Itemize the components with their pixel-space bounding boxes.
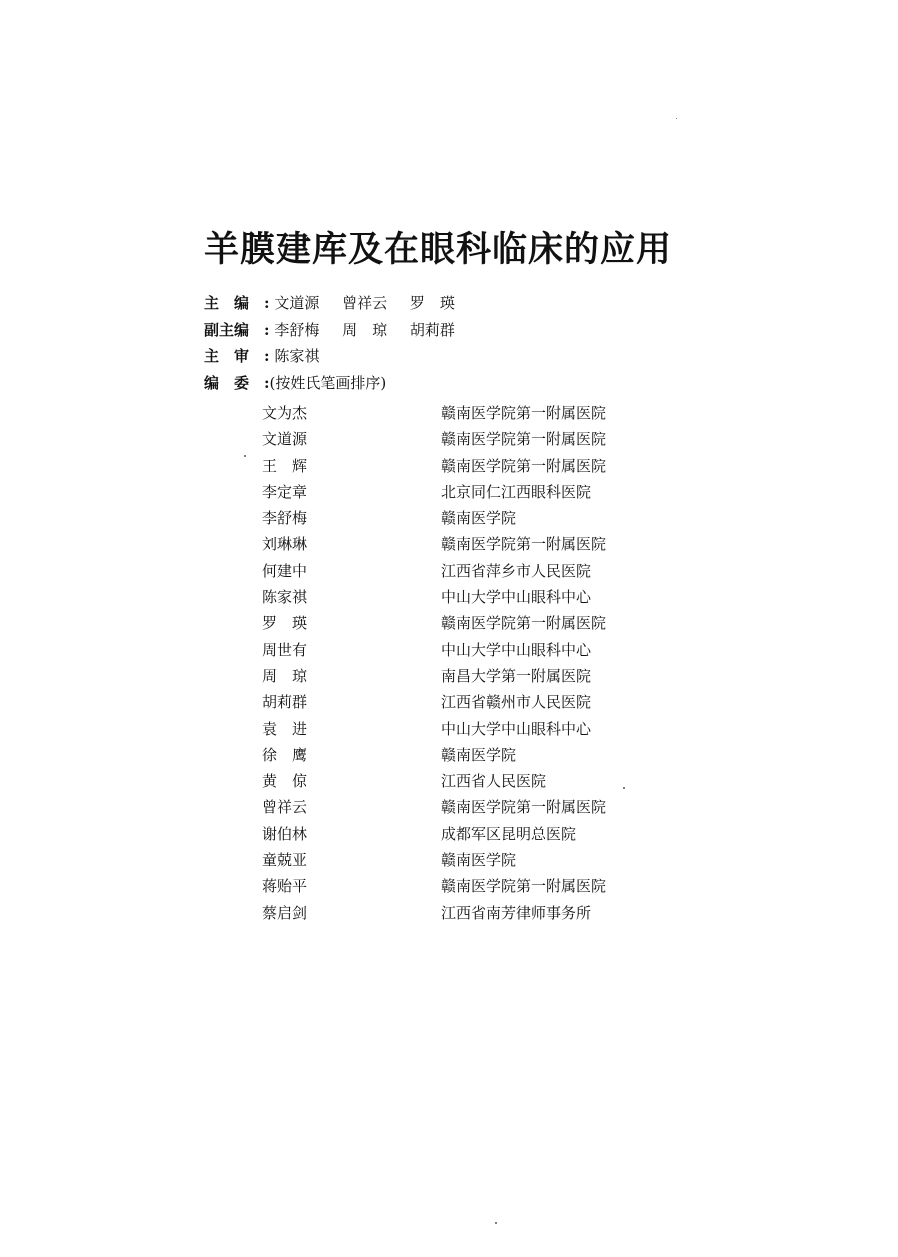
deputy-editor-name: 李舒梅 xyxy=(274,321,320,339)
member-institution: 江西省萍乡市人民医院 xyxy=(441,561,592,580)
member-institution: 赣南医学院第一附属医院 xyxy=(441,614,607,633)
chief-editor-line xyxy=(204,292,473,314)
member-name: 李定章 xyxy=(262,482,308,501)
member-name: 袁 进 xyxy=(262,719,308,738)
member-name: 谢伯林 xyxy=(262,824,308,843)
member-name: 王 辉 xyxy=(262,456,308,475)
member-row xyxy=(262,558,682,584)
member-row xyxy=(262,531,682,557)
member-institution: 赣南医学院第一附属医院 xyxy=(441,456,607,475)
member-institution: 成都军区昆明总医院 xyxy=(441,824,577,843)
committee-line xyxy=(204,372,386,394)
member-row xyxy=(262,663,682,689)
member-row xyxy=(262,821,682,847)
committee-member-list xyxy=(262,400,682,926)
member-institution: 赣南医学院第一附属医院 xyxy=(441,430,607,449)
member-row xyxy=(262,610,682,636)
member-row xyxy=(262,689,682,715)
member-row xyxy=(262,847,682,873)
member-institution: 赣南医学院第一附属医院 xyxy=(441,404,607,422)
member-name: 胡莉群 xyxy=(262,693,308,712)
scan-speck xyxy=(244,455,246,457)
chief-editor-name: 文道源 xyxy=(274,294,320,312)
deputy-editor-line xyxy=(204,319,473,341)
member-institution: 赣南医学院第一附属医院 xyxy=(441,798,607,817)
member-name: 李舒梅 xyxy=(262,509,308,528)
member-row xyxy=(262,426,682,452)
member-name: 罗 瑛 xyxy=(262,614,308,633)
member-name: 刘琳琳 xyxy=(262,535,308,554)
reviewer-name: 陈家祺 xyxy=(274,347,320,365)
member-institution: 南昌大学第一附属医院 xyxy=(441,666,592,685)
member-row xyxy=(262,505,682,531)
member-name: 周世有 xyxy=(262,640,308,659)
member-institution: 赣南医学院 xyxy=(441,509,517,528)
member-row xyxy=(262,742,682,768)
scan-speck xyxy=(676,118,677,119)
member-institution: 江西省南芳律师事务所 xyxy=(441,903,592,922)
chief-editor-sep: : xyxy=(264,294,270,312)
chief-editor-name: 罗 瑛 xyxy=(409,294,455,312)
reviewer-line xyxy=(204,345,337,367)
member-name: 徐 鹰 xyxy=(262,745,308,764)
reviewer-sep: : xyxy=(264,347,270,365)
committee-role: 编 委 xyxy=(204,374,250,392)
member-row xyxy=(262,584,682,610)
member-institution: 赣南医学院第一附属医院 xyxy=(441,877,607,896)
deputy-editor-role: 副主编 xyxy=(204,321,250,339)
member-institution: 中山大学中山眼科中心 xyxy=(441,719,592,738)
member-institution: 中山大学中山眼科中心 xyxy=(441,640,592,659)
member-row xyxy=(262,716,682,742)
member-institution: 赣南医学院 xyxy=(441,745,517,764)
committee-sep: : xyxy=(264,374,270,392)
member-row xyxy=(262,400,682,426)
member-name: 童兢亚 xyxy=(262,851,308,870)
member-name: 蔡启剑 xyxy=(262,903,308,922)
member-name: 何建中 xyxy=(262,561,308,580)
member-institution: 赣南医学院 xyxy=(441,851,517,870)
chief-editor-role: 主 编 xyxy=(204,294,250,312)
member-name: 黄 倞 xyxy=(262,772,308,791)
member-institution: 江西省人民医院 xyxy=(441,772,547,791)
member-row xyxy=(262,453,682,479)
deputy-editor-sep: : xyxy=(264,321,270,339)
member-institution: 中山大学中山眼科中心 xyxy=(441,588,592,607)
committee-note: (按姓氏笔画排序) xyxy=(269,374,387,392)
member-row xyxy=(262,794,682,820)
member-name: 陈家祺 xyxy=(262,588,308,607)
deputy-editor-name: 周 琼 xyxy=(342,321,388,339)
deputy-editor-name: 胡莉群 xyxy=(409,321,455,339)
member-name: 文道源 xyxy=(262,430,308,449)
member-name: 曾祥云 xyxy=(262,798,308,817)
member-institution: 江西省赣州市人民医院 xyxy=(441,693,592,712)
member-row xyxy=(262,768,682,794)
member-institution: 北京同仁江西眼科医院 xyxy=(441,482,592,501)
member-name: 蒋贻平 xyxy=(262,877,308,896)
chief-editor-name: 曾祥云 xyxy=(342,294,388,312)
member-institution: 赣南医学院第一附属医院 xyxy=(441,535,607,554)
scan-speck xyxy=(623,787,625,789)
reviewer-role: 主 审 xyxy=(204,347,250,365)
member-row xyxy=(262,873,682,899)
member-row xyxy=(262,479,682,505)
member-name: 文为杰 xyxy=(262,404,308,422)
book-title: 羊膜建库及在眼科临床的应用 xyxy=(204,229,673,270)
member-name: 周 琼 xyxy=(262,666,308,685)
member-row xyxy=(262,900,682,926)
scan-speck xyxy=(495,1222,497,1224)
member-row xyxy=(262,637,682,663)
